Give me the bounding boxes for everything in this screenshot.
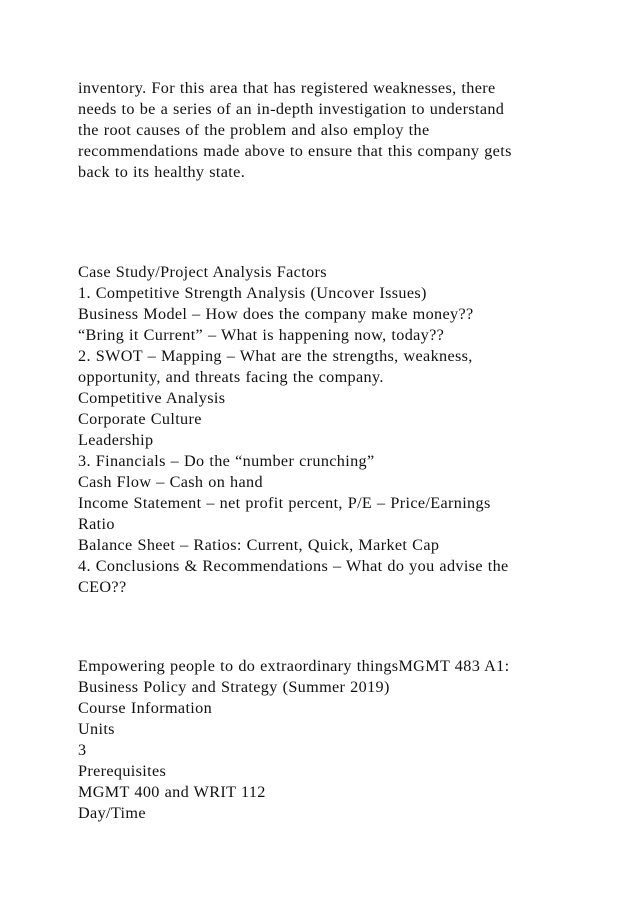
case-study-line-14: Balance Sheet – Ratios: Current, Quick, Market Cap	[78, 536, 440, 554]
case-study-line-16: CEO??	[78, 578, 127, 596]
case-study-line-13: Ratio	[78, 515, 115, 533]
case-study-heading: Case Study/Project Analysis Factors	[78, 263, 327, 281]
case-study-line-15: 4. Conclusions & Recommendations – What do you advise the	[78, 557, 509, 575]
paragraph-1-line-4: recommendations made above to ensure that this company gets	[78, 142, 512, 160]
case-study-line-8: Corporate Culture	[78, 410, 202, 428]
units-label: Units	[78, 720, 115, 738]
course-header-line-1: Empowering people to do extraordinary thingsMGMT 483 A1:	[78, 657, 510, 675]
case-study-line-3: Business Model – How does the company make money??	[78, 305, 474, 323]
day-time-label: Day/Time	[78, 804, 146, 822]
paragraph-1-line-3: the root causes of the problem and also employ the	[78, 121, 430, 139]
case-study-line-2: 1. Competitive Strength Analysis (Uncover Issues)	[78, 284, 427, 302]
paragraph-1-line-1: inventory. For this area that has registered weaknesses, there	[78, 79, 496, 97]
case-study-line-4: “Bring it Current” – What is happening now, today??	[78, 326, 445, 344]
case-study-line-7: Competitive Analysis	[78, 389, 226, 407]
case-study-line-12: Income Statement – net profit percent, P/E – Price/Earnings	[78, 494, 491, 512]
case-study-line-11: Cash Flow – Cash on hand	[78, 473, 263, 491]
course-header-line-2: Business Policy and Strategy (Summer 2019)	[78, 678, 390, 696]
case-study-line-6: opportunity, and threats facing the company.	[78, 368, 384, 386]
prerequisites-label: Prerequisites	[78, 762, 167, 780]
case-study-line-5: 2. SWOT – Mapping – What are the strengths, weakness,	[78, 347, 473, 365]
course-information-label: Course Information	[78, 699, 213, 717]
prerequisites-value: MGMT 400 and WRIT 112	[78, 783, 266, 801]
case-study-line-9: Leadership	[78, 431, 154, 449]
paragraph-1-line-5: back to its healthy state.	[78, 163, 246, 181]
case-study-line-10: 3. Financials – Do the “number crunching”	[78, 452, 375, 470]
units-value: 3	[78, 741, 87, 759]
paragraph-1-line-2: needs to be a series of an in-depth investigation to understand	[78, 100, 505, 118]
